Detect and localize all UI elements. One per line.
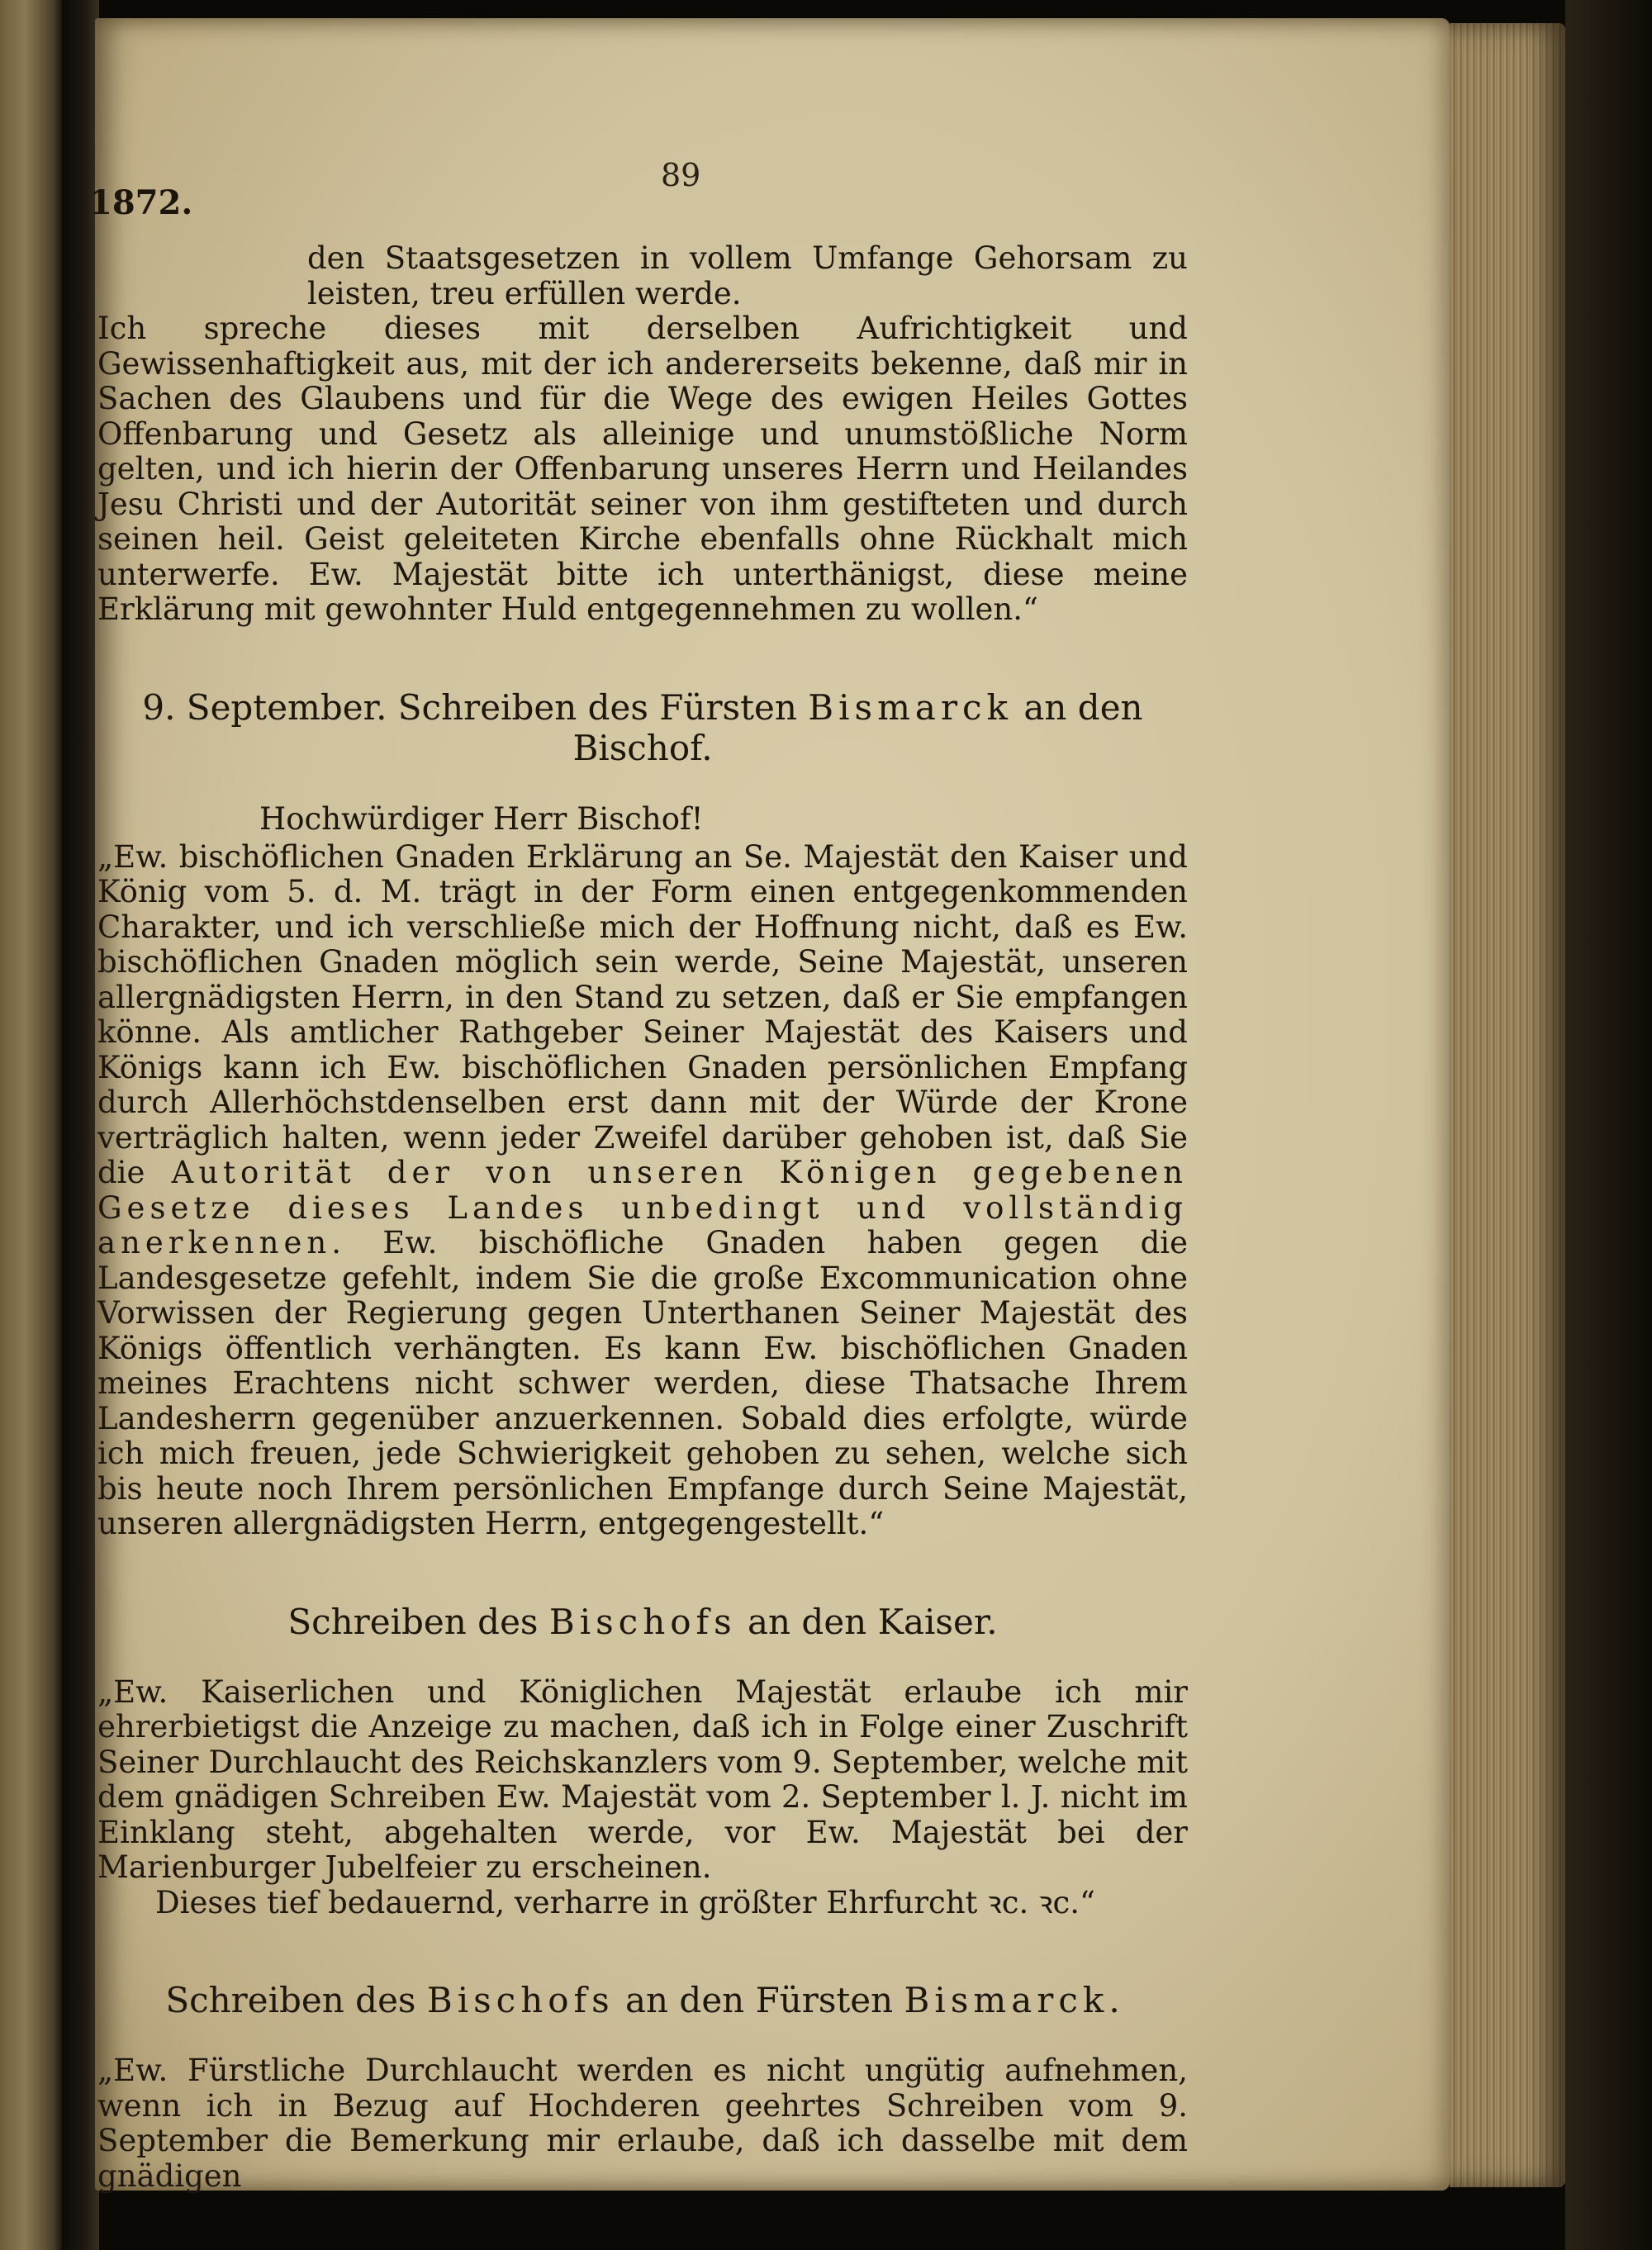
spaced-name: Bismarck [904,1980,1109,2020]
section-heading-bishop-to-bismarck: Schreiben des Bischofs an den Fürsten Bismarck. [165,1980,1120,2020]
paragraph-declaration [97,311,1188,628]
paragraph-bishop-to-bismarck: „Ew. Fürstliche Durchlaucht werden es nicht ungütig aufnehmen, wenn ich in Bezug auf Hochderen geehrtes Schreiben vom 9. September die Bemerkung mir erlaube, daß ich dasselbe mit dem gnädigen [97,2053,1188,2194]
paragraph-closing: Dieses tief bedauernd, verharre in größter Ehrfurcht ꝛc. ꝛc.“ [155,1884,1095,1920]
paragraph-bismarck-letter: „Ew. bischöflichen Gnaden Erklärung an Se. Majestät den Kaiser und König vom 5. d. M. trägt in der Form einen entgegenkommenden Charakter, und ich verschließe mich der Hoffnung nicht, daß es Ew. bischöflichen Gnaden möglich sein werde, Seine Majestät, unseren allergnädigsten Herrn, in den Stand zu setzen, daß er Sie empfangen könne. Als amtlicher Rathgeber Seiner Majestät des Kaisers und Königs kann ich Ew. bischöflichen Gnaden persönlichen Empfang durch Allerhöchstdenselben erst dann mit der Würde der Krone verträglich halten, wenn jeder Zweifel darüber gehoben ist, daß Sie die Autorität der von unseren Königen gegebenen Gesetze dieses Landes unbedingt und vollständig anerkennen. Ew. bischöfliche Gnaden haben gegen die Landesgesetze gefehlt, indem Sie die große Excommunication ohne Vorwissen der Regierung gegen Unterthanen Seiner Majestät des Königs öffentlich verhängten. Es kann Ew. bischöflichen Gnaden meines Erachtens nicht schwer werden, diese Thatsache Ihrem Landesherrn gegenüber anzuerkennen. Sobald dies erfolgte, würde ich mich freuen, jede Schwierigkeit gehoben zu sehen, welche sich bis heute noch Ihrem persönlichen Empfange durch Seine Majestät, unseren allergnädigsten Herrn, entgegengestellt.“ [97,838,1188,1541]
paragraph-bishop-to-emperor: „Ew. Kaiserlichen und Königlichen Majestät erlaube ich mir ehrerbietigst die Anzeige zu machen, daß ich in Folge einer Zuschrift Seiner Durchlaucht des Reichskanzlers vom 9. September, welche mit dem gnädigen Schreiben Ew. Majestät vom 2. September l. J. nicht im Einklang steht, abgehalten werde, vor Ew. Majestät bei der Marienburger Jubelfeier zu erscheinen. [97,1673,1188,1885]
spaced-name: Bismarck [808,686,1014,728]
page-number: 89 [661,157,701,193]
book-gutter [62,0,99,2250]
spaced-name: Bischofs [426,1980,615,2020]
paragraph-text: Ich spreche dieses mit derselben Aufrichtigkeit und Gewissenhaftigkeit aus, mit der ich andererseits bekenne, daß mir in Sachen des Glaubens und für die Wege des ewigen Heiles Gottes Offenbarung und Gesetz als alleinige und unumstößliche Norm gelten, und ich hierin der Offenbarung unseres Herrn und Heilandes Jesu Christi und der Autorität seiner von ihm gestifteten und durch seinen heil. Geist geleiteten Kirche ebenfalls ohne Rückhalt mich unterwerfe. Ew. Majestät bitte ich unterthänigst, diese meine Erklärung mit gewohnter Huld entgegennehmen zu wollen.“ [97,311,1188,627]
spaced-emphasis: Autorität der von unseren Königen gegebenen Gesetze dieses Landes unbedingt und vollständig anerkennen [97,1155,1188,1260]
page-fore-edge [1450,23,1565,2187]
book-binding [1565,0,1652,2250]
salutation: Hochwürdiger Herr Bischof! [259,800,704,837]
paragraph-continuation [97,241,1188,311]
spaced-name: Bischofs [548,1601,737,1642]
section-heading-bishop-to-emperor: Schreiben des Bischofs an den Kaiser. [287,1601,998,1642]
left-page-edge [0,0,62,2250]
page-year: 1872. [89,183,193,222]
paragraph-text: den Staatsgesetzen in vollem Umfange Gehorsam zu leisten, treu erfüllen werde. [307,240,1188,311]
page-text [97,241,1188,2194]
section-heading-bismarck-letter: 9. September. Schreiben des Fürsten Bismarck an den Bischof. [142,686,1143,768]
